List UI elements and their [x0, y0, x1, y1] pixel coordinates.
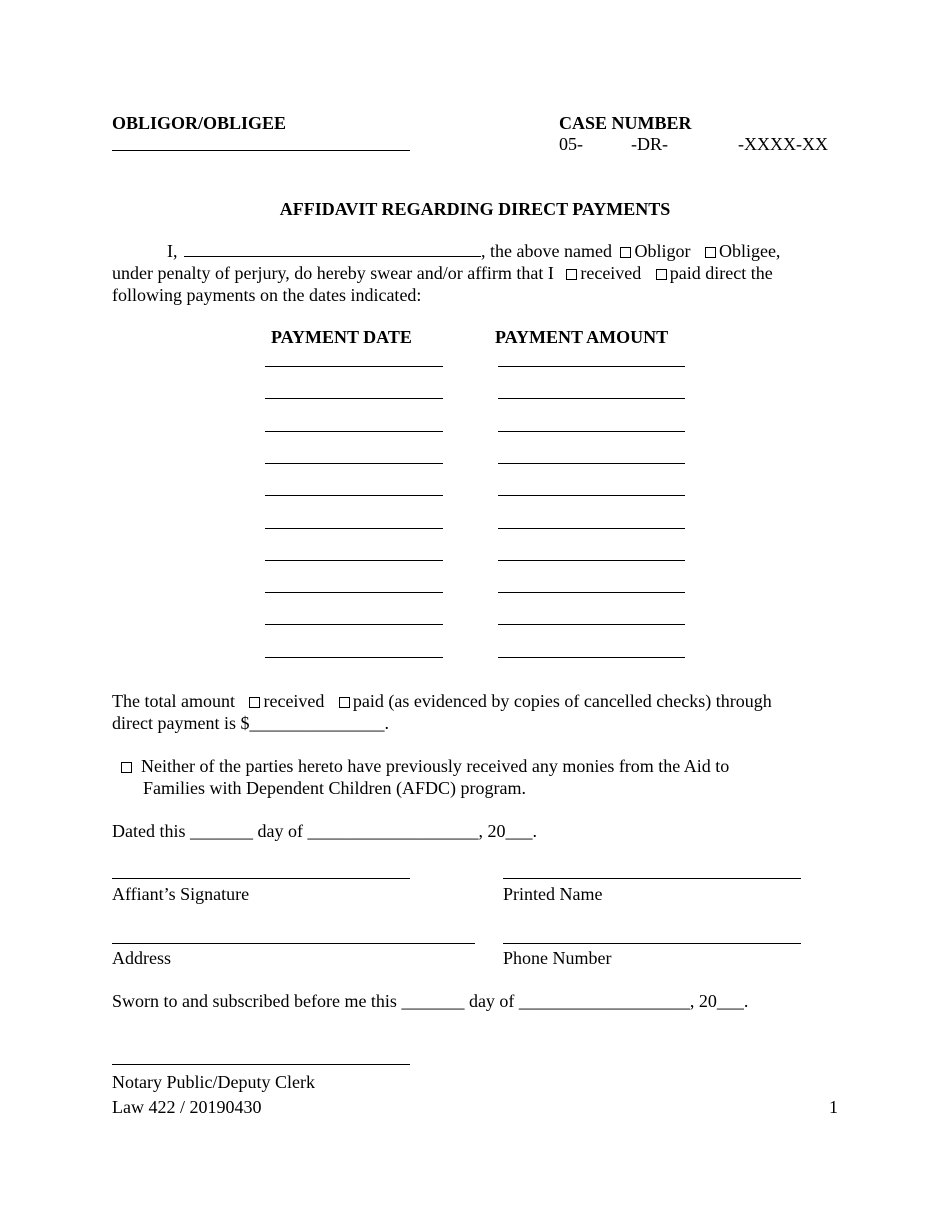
- payment-amount-field[interactable]: [498, 463, 685, 464]
- payment-date-field[interactable]: [265, 398, 443, 399]
- case-number-label: CASE NUMBER: [559, 113, 692, 133]
- payment-date-field[interactable]: [265, 592, 443, 593]
- obligor-checkbox[interactable]: [620, 247, 631, 258]
- obligee-label: Obligee,: [718, 241, 781, 261]
- payment-amount-field[interactable]: [498, 624, 685, 625]
- payment-date-field[interactable]: [265, 624, 443, 625]
- payment-amount-field[interactable]: [498, 592, 685, 593]
- total-line-1: [112, 691, 772, 712]
- payment-date-header: PAYMENT DATE: [271, 327, 412, 347]
- obligee-checkbox[interactable]: [705, 247, 716, 258]
- payment-date-field[interactable]: [265, 560, 443, 561]
- total-received-label: received: [263, 691, 325, 711]
- phone-number-label: Phone Number: [503, 948, 612, 968]
- payment-amount-field[interactable]: [498, 431, 685, 432]
- intro-line-2-text: under penalty of perjury, do hereby swear and/or affirm that I: [112, 263, 554, 283]
- total-paid-label: paid (as evidenced by copies of cancelled checks) through: [352, 691, 772, 711]
- paid-direct-checkbox[interactable]: [656, 269, 667, 280]
- document-title: AFFIDAVIT REGARDING DIRECT PAYMENTS: [279, 199, 671, 219]
- intro-after-blank: , the above named: [481, 241, 612, 261]
- paid-direct-label: paid direct the: [669, 263, 773, 283]
- obligor-label: Obligor: [634, 241, 691, 261]
- received-direct-label: received: [580, 263, 642, 283]
- intro-line-1: [167, 241, 780, 262]
- printed-name-label: Printed Name: [503, 884, 603, 904]
- party-name-field[interactable]: [112, 150, 410, 151]
- intro-line-3: following payments on the dates indicated:: [112, 285, 422, 305]
- payment-amount-header: PAYMENT AMOUNT: [495, 327, 669, 347]
- address-field[interactable]: [112, 943, 475, 944]
- total-lead: The total amount: [112, 691, 235, 711]
- affiant-signature-label: Affiant’s Signature: [112, 884, 250, 904]
- payment-date-field[interactable]: [265, 366, 443, 367]
- sworn-line: Sworn to and subscribed before me this _______ day of ___________________, 20___.: [112, 991, 749, 1011]
- payment-amount-field[interactable]: [498, 657, 685, 658]
- form-id: Law 422 / 20190430: [112, 1097, 262, 1117]
- dated-line: Dated this _______ day of ___________________, 20___.: [112, 821, 537, 841]
- payment-date-field[interactable]: [265, 657, 443, 658]
- total-received-checkbox[interactable]: [249, 697, 260, 708]
- payment-amount-field[interactable]: [498, 560, 685, 561]
- payment-date-field[interactable]: [265, 495, 443, 496]
- intro-lead: I,: [167, 241, 178, 261]
- case-number-prefix: 05-: [559, 134, 583, 154]
- afdc-line-2: Families with Dependent Children (AFDC) program.: [143, 778, 526, 798]
- payment-date-field[interactable]: [265, 431, 443, 432]
- payment-amount-field[interactable]: [498, 528, 685, 529]
- phone-number-field[interactable]: [503, 943, 801, 944]
- payment-amount-field[interactable]: [498, 398, 685, 399]
- total-line-2: direct payment is $_______________.: [112, 713, 389, 733]
- affiant-signature-field[interactable]: [112, 878, 410, 879]
- notary-signature-field[interactable]: [112, 1064, 410, 1065]
- payment-amount-field[interactable]: [498, 495, 685, 496]
- affiant-name-field[interactable]: [184, 241, 481, 257]
- intro-line-2: [112, 263, 773, 284]
- case-number-suffix: -XXXX-XX: [738, 134, 828, 154]
- afdc-checkbox[interactable]: [121, 762, 132, 773]
- payment-date-field[interactable]: [265, 528, 443, 529]
- afdc-line-1: [121, 756, 729, 777]
- address-label: Address: [112, 948, 171, 968]
- case-number-mid: -DR-: [631, 134, 668, 154]
- printed-name-field[interactable]: [503, 878, 801, 879]
- afdc-text-1: Neither of the parties hereto have previously received any monies from the Aid to: [141, 756, 730, 776]
- payment-date-field[interactable]: [265, 463, 443, 464]
- total-paid-checkbox[interactable]: [339, 697, 350, 708]
- party-label: OBLIGOR/OBLIGEE: [112, 113, 287, 133]
- payment-amount-field[interactable]: [498, 366, 685, 367]
- received-direct-checkbox[interactable]: [566, 269, 577, 280]
- page-number: 1: [829, 1097, 838, 1117]
- notary-label: Notary Public/Deputy Clerk: [112, 1072, 315, 1092]
